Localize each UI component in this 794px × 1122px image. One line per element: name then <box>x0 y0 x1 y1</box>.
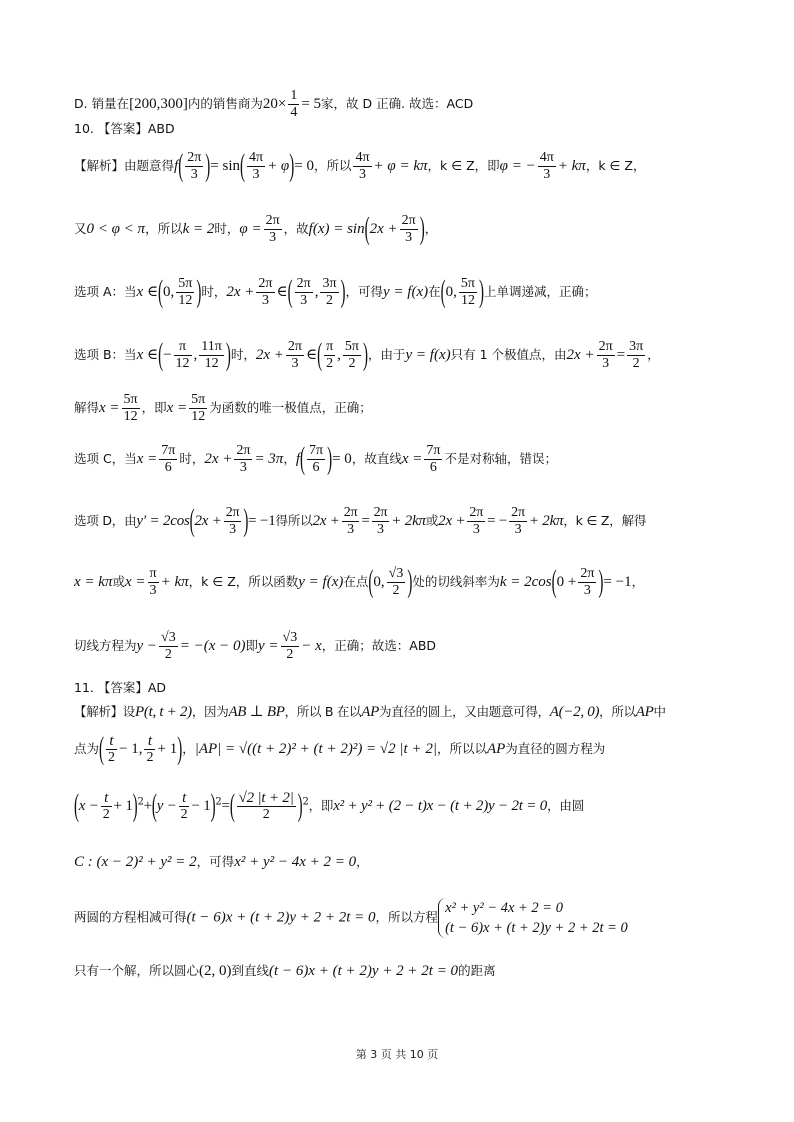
paren: ( <box>99 732 105 767</box>
paren: ) <box>289 149 295 184</box>
fraction: $\frac{2\pi}{3}$ <box>287 339 302 371</box>
math: [200,300] <box>129 96 188 112</box>
fraction: $\frac{7\pi}{6}$ <box>161 443 176 475</box>
math: + 2kπ <box>391 513 426 529</box>
text: 或 <box>425 513 439 528</box>
paren: ) <box>132 789 138 824</box>
text: ， <box>424 221 438 236</box>
math: = <box>616 347 626 363</box>
paren: ( <box>440 275 446 310</box>
text: 即 <box>245 638 259 653</box>
paren: ( <box>551 565 557 600</box>
text: ，k ∈ Z，解得 <box>563 513 647 528</box>
fraction: $\frac{5\pi}{12}$ <box>123 392 138 424</box>
text: 为直径的圆方程为 <box>505 741 606 756</box>
fraction: $\frac{2\pi}{3}$ <box>598 339 613 371</box>
paren: ( <box>287 275 293 310</box>
text: 得所以 <box>275 513 313 528</box>
paren: ( <box>229 789 235 824</box>
math: 0, <box>445 284 457 300</box>
fraction: $\frac{2\pi}{3}$ <box>296 276 311 308</box>
text: 10. 【答案】ABD <box>74 121 175 136</box>
paren: ) <box>327 442 333 477</box>
paren: ( <box>317 338 323 373</box>
text: 只有 1 个极值点，由 <box>450 347 567 362</box>
math: + 1 <box>157 741 178 757</box>
fraction: $\frac{4\pi}{3}$ <box>355 150 370 182</box>
text: ，可得 <box>196 854 235 869</box>
math: x = kπ <box>74 574 113 590</box>
math: − 1 <box>191 798 211 814</box>
fraction: $\frac{2\pi}{3}$ <box>401 213 416 245</box>
math: 2x + <box>438 513 466 529</box>
math: x ∈ <box>136 284 159 300</box>
math: |AP| = √((t + 2)² + (t + 2)²) = √2 |t + 2| <box>194 741 437 757</box>
text: 为直径的圆上，又由题意可得， <box>378 704 550 719</box>
math: ∈ <box>305 347 318 363</box>
text: ，k ∈ Z，所以函数 <box>188 574 299 589</box>
math: AB ⊥ BP <box>228 704 285 720</box>
paren: ( <box>74 789 79 824</box>
line-option-d <box>74 505 754 538</box>
text: 两圆的方程相减可得 <box>74 909 187 925</box>
math: 2x + <box>566 347 595 363</box>
math: = 3π <box>254 451 284 467</box>
math: = −1 <box>603 574 632 590</box>
fraction: $\frac{7\pi}{6}$ <box>309 443 324 475</box>
paren: ( <box>178 149 184 184</box>
text: 11. 【答案】AD <box>74 680 167 695</box>
math: x ∈ <box>136 347 159 363</box>
math: = − <box>487 513 508 529</box>
text: 为函数的唯一极值点，正确； <box>209 400 372 415</box>
line-analysis-10-1 <box>74 150 754 183</box>
math: ∈ <box>276 284 288 300</box>
text: ，由圆 <box>547 798 584 813</box>
paren: ( <box>300 442 306 477</box>
math: y − <box>156 798 177 814</box>
text: 上单调递减，正确； <box>483 284 597 299</box>
paren: ) <box>297 789 303 824</box>
line-option-d-2 <box>74 566 754 599</box>
text: 或 <box>112 574 125 589</box>
math: 2x + <box>226 284 255 300</box>
text: ，故直线 <box>351 451 402 466</box>
math: 0, <box>163 284 175 300</box>
fraction: $\frac{√3}{2}$ <box>282 630 298 662</box>
paren: ( <box>158 275 164 310</box>
paren: ( <box>368 565 374 600</box>
math: (t − 6)x + (t + 2)y + 2 + 2t = 0 <box>186 909 376 926</box>
math: 2x + <box>255 347 284 363</box>
math: (2, 0) <box>199 963 232 979</box>
text: 时， <box>201 284 227 299</box>
math: x − <box>78 798 99 814</box>
math: x = <box>166 400 188 416</box>
line-distance <box>74 962 754 980</box>
math: = 5 <box>301 96 322 112</box>
math: − x <box>301 638 322 654</box>
fraction: $\frac{2\pi}{3}$ <box>373 505 388 537</box>
text: 到直线 <box>231 963 270 978</box>
text: ，因为 <box>191 704 229 719</box>
text: 在点 <box>343 574 369 589</box>
fraction: $\frac{t}{2}$ <box>146 733 154 765</box>
text: ，所以方程 <box>375 909 439 925</box>
math: 2x + <box>204 451 233 467</box>
paren: ( <box>158 338 164 373</box>
math: φ = <box>239 221 262 237</box>
paren: ) <box>225 338 231 373</box>
text: ， <box>182 741 195 756</box>
paren: ) <box>478 275 484 310</box>
text: 中 <box>653 704 666 719</box>
line-circle-c <box>74 853 754 871</box>
math: = <box>361 513 370 529</box>
math: φ = − <box>499 158 536 174</box>
math: 0 < φ < π <box>86 221 146 237</box>
paren: ) <box>363 338 368 373</box>
paren: ) <box>243 504 249 539</box>
line-option-c <box>74 443 754 476</box>
page-footer: 第 3 页 共 10 页 <box>355 1048 439 1061</box>
math: − 1, <box>119 741 143 757</box>
math: = 0 <box>294 158 314 174</box>
math: + φ = kπ <box>373 158 428 174</box>
math: x = <box>136 451 158 467</box>
text: ，所以 B 在以 <box>284 704 362 719</box>
text: 时， <box>214 221 240 236</box>
fraction: $\frac{t}{2}$ <box>108 733 116 765</box>
text: D. 销量在 <box>74 96 130 111</box>
math: 2x + <box>194 513 222 529</box>
fraction: $\frac{2\pi}{3}$ <box>258 276 273 308</box>
math: y = f(x) <box>383 284 429 300</box>
text: ，故 <box>283 221 309 236</box>
math: y = <box>258 638 279 654</box>
text: ，k ∈ Z， <box>585 158 646 173</box>
fraction: $\frac{t}{2}$ <box>180 790 188 822</box>
paren: ( <box>189 504 195 539</box>
line-circle-equation: (x − $\frac{t}{2}$ + 1)$^2$+(y − $\frac{t}{2}$ − 1)$^2$=( $\frac{√2 |t + 2|}{2}$ )$^2$，即x² + y² + (2 − t)x − (t + 2)y − 2t = 0，由圆 <box>74 790 754 823</box>
text: ，由于 <box>368 347 406 362</box>
fraction: $\frac{√3}{2}$ <box>388 566 404 598</box>
text: 家，故 D 正确. 故选：ACD <box>321 96 474 111</box>
fraction: $\frac{5\pi}{2}$ <box>344 339 359 371</box>
math: 0, <box>373 574 385 590</box>
math: (t − 6)x + (t + 2)y + 2 + 2t = 0 <box>269 963 459 979</box>
fraction: $\frac{t}{2}$ <box>102 790 110 822</box>
math: = −(x − 0) <box>179 638 246 654</box>
answer-heading-10 <box>74 121 754 137</box>
paren: ) <box>205 149 211 184</box>
paren: ) <box>598 565 604 600</box>
text: 【解析】设 <box>74 704 136 719</box>
text: 选项 C，当 <box>74 451 137 466</box>
fraction: $\frac{7\pi}{6}$ <box>426 443 441 475</box>
text: ， <box>647 347 660 362</box>
fraction: $\frac{2\pi}{3}$ <box>580 566 595 598</box>
fraction: $\frac{\pi}{3}$ <box>149 566 157 598</box>
fraction: $\frac{2\pi}{3}$ <box>343 505 358 537</box>
fraction: $\frac{2\pi}{3}$ <box>225 505 240 537</box>
math: x = <box>99 400 120 416</box>
math: k = 2 <box>182 221 215 237</box>
paren: ( <box>364 212 370 247</box>
text: 处的切线斜率为 <box>412 574 500 589</box>
paren: ) <box>177 732 183 767</box>
math: f(x) = sin <box>308 221 365 237</box>
text: ，正确；故选：ABD <box>321 638 437 653</box>
text: 又 <box>74 221 87 236</box>
text: 只有一个解，所以圆心 <box>74 963 200 978</box>
fraction: $\frac{2\pi}{3}$ <box>187 150 202 182</box>
text: ，所以 <box>599 704 636 719</box>
math: 20× <box>262 96 287 112</box>
text: 内的销售商为 <box>187 96 263 111</box>
fraction: $\frac{4\pi}{3}$ <box>539 150 554 182</box>
paren: ( <box>151 789 157 824</box>
paren: ) <box>210 789 216 824</box>
math: f <box>295 451 301 467</box>
math: y′ = 2cos <box>136 513 190 529</box>
text: 切线方程为 <box>74 638 137 653</box>
math: 2x + <box>312 513 340 529</box>
line-analysis-11-2 <box>74 733 754 766</box>
text: 时， <box>230 347 256 362</box>
fraction: $\frac{√3}{2}$ <box>161 630 176 662</box>
math: x = <box>124 574 146 590</box>
fraction: $\frac{3\pi}{2}$ <box>322 276 337 308</box>
line-option-d-result <box>74 88 754 121</box>
line-option-b-2 <box>74 392 754 425</box>
math: 0 + <box>556 574 577 590</box>
math: y − <box>136 638 158 654</box>
fraction: $\frac{2\pi}{3}$ <box>511 505 525 537</box>
text: 不是对称轴，错误； <box>444 451 557 466</box>
line-analysis-11-1 <box>74 703 754 721</box>
line-tangent <box>74 630 754 663</box>
answer-heading-11 <box>74 680 754 696</box>
text: 点为 <box>74 741 100 756</box>
fraction: $\frac{√2 |t + 2|}{2}$ <box>238 790 294 822</box>
fraction: $\frac{\pi}{12}$ <box>175 339 190 371</box>
text: ，所以 <box>313 158 352 173</box>
paren: ) <box>419 212 425 247</box>
equation-system: x² + y² − 4x + 2 = 0 (t − 6)x + (t + 2)y + 2 + 2t = 0 <box>438 898 628 938</box>
fraction: $\frac{\pi}{2}$ <box>326 339 334 371</box>
math: y = f(x) <box>405 347 451 363</box>
math: = −1 <box>248 513 276 529</box>
line-option-a: 选项 A：当x ∈(0, $\frac{5\pi}{12}$ )时，2x + $\frac{2\pi}{3}$ ∈( $\frac{2\pi}{3}$ , $\frac{3\pi}{2}$ )，可得y = f(x)在(0, $\frac{5\pi}{12}$ )上单调递减，正确； <box>74 276 754 309</box>
paren: ) <box>196 275 202 310</box>
fraction: $\frac{5\pi}{12}$ <box>191 392 206 424</box>
math: + φ <box>267 158 290 174</box>
math: + kπ <box>160 574 189 590</box>
text: ，即 <box>308 798 334 813</box>
math: + 1 <box>113 798 133 814</box>
line-option-b: 选项 B：当x ∈(− $\frac{\pi}{12}$ , $\frac{11\pi}{12}$ )时，2x + $\frac{2\pi}{3}$ ∈( $\frac{\pi}{2}$ , $\frac{5\pi}{2}$ )，由于y = f(x)只有 1 个极值点，由2x + $\frac{2\pi}{3}$ = $\frac{3\pi}{2}$ ， <box>74 339 754 372</box>
fraction: $\frac{1}{4}$ <box>290 88 298 120</box>
text: ， <box>283 451 296 466</box>
text: 选项 B：当 <box>74 347 137 362</box>
math: + kπ <box>557 158 586 174</box>
math: 2x + <box>369 221 398 237</box>
fraction: $\frac{2\pi}{3}$ <box>236 443 251 475</box>
text: 选项 D，由 <box>74 513 137 528</box>
math: + 2kπ <box>528 513 564 529</box>
math: = sin <box>210 158 240 174</box>
paren: ( <box>239 149 245 184</box>
text: ，可得 <box>345 284 384 299</box>
text: ， <box>631 574 645 589</box>
text: ，k ∈ Z，即 <box>427 158 500 173</box>
text: 【解析】由题意得 <box>74 158 175 173</box>
text: ，所以 <box>145 221 183 236</box>
math: AP <box>361 704 379 720</box>
text: ，所以以 <box>436 741 487 756</box>
fraction: $\frac{2\pi}{3}$ <box>469 505 484 537</box>
paren: ) <box>340 275 346 310</box>
fraction: $\frac{3\pi}{2}$ <box>629 339 644 371</box>
math: x² + y² + (2 − t)x − (t + 2)y − 2t = 0 <box>333 798 548 814</box>
text: 时， <box>179 451 205 466</box>
fraction: $\frac{2\pi}{3}$ <box>265 213 280 245</box>
math: y = f(x) <box>298 574 344 590</box>
math: f <box>174 158 179 174</box>
math: = 0 <box>332 451 352 467</box>
fraction: $\frac{5\pi}{12}$ <box>460 276 475 308</box>
text: ，即 <box>141 400 167 415</box>
math: = <box>221 798 230 814</box>
paren: ) <box>407 565 413 600</box>
fraction: $\frac{4\pi}{3}$ <box>248 150 264 182</box>
math: k = 2cos <box>499 574 552 590</box>
text: 的距离 <box>458 963 496 978</box>
line-system <box>74 898 754 938</box>
math: x² + y² − 4x + 2 = 0 <box>234 854 357 870</box>
fraction: $\frac{5\pi}{12}$ <box>178 276 193 308</box>
math: AP <box>635 704 654 720</box>
math: P(t, t + 2) <box>135 704 192 720</box>
math: C : (x − 2)² + y² = 2 <box>74 854 197 870</box>
fraction: $\frac{11\pi}{12}$ <box>201 339 222 371</box>
text: ， <box>356 854 369 869</box>
text: 选项 A：当 <box>74 284 137 299</box>
text: 解得 <box>74 400 100 415</box>
math: AP <box>486 741 506 757</box>
math: + <box>143 798 152 814</box>
text: 在 <box>428 284 441 299</box>
math: x = <box>401 451 423 467</box>
line-analysis-10-2 <box>74 213 754 246</box>
math: A(−2, 0) <box>549 704 600 720</box>
